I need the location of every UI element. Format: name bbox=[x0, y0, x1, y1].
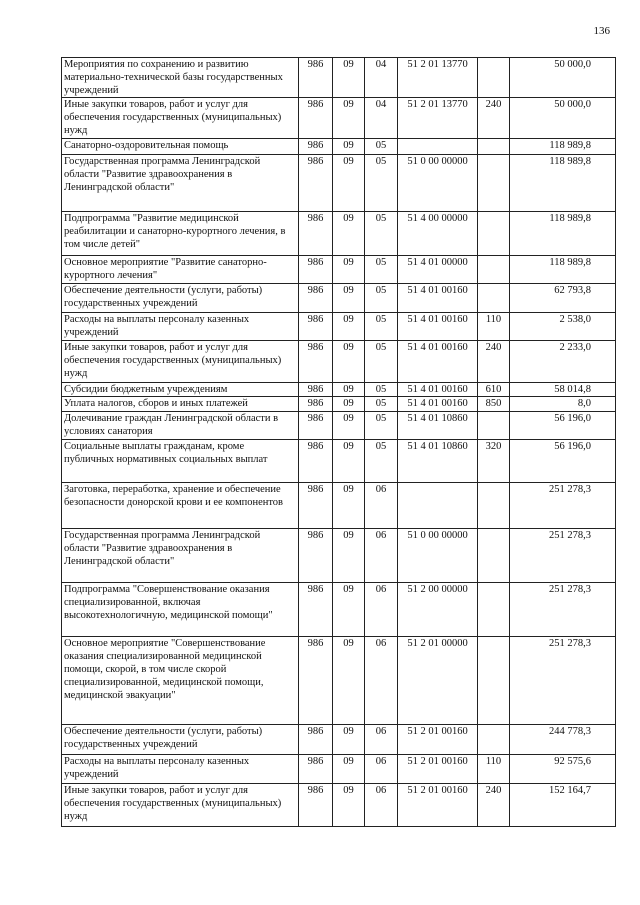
amount: 58 014,8 bbox=[510, 383, 616, 397]
expense-name: Иные закупки товаров, работ и услуг для обеспечения государственных (муниципальных) нужд bbox=[62, 98, 299, 139]
target-article-code: 51 0 00 00000 bbox=[398, 155, 478, 212]
expense-name: Подпрограмма "Совершенствование оказания специализированной, включая высокотехнологичную, медицинской помощи" bbox=[62, 583, 299, 637]
amount: 251 278,3 bbox=[510, 583, 616, 637]
grbs-code: 986 bbox=[299, 529, 333, 583]
subsection-code: 06 bbox=[365, 637, 398, 725]
expense-type-code bbox=[478, 58, 510, 98]
grbs-code: 986 bbox=[299, 383, 333, 397]
grbs-code: 986 bbox=[299, 256, 333, 284]
table-row bbox=[62, 383, 616, 397]
subsection-code: 06 bbox=[365, 755, 398, 784]
subsection-code: 05 bbox=[365, 341, 398, 383]
expense-type-code: 240 bbox=[478, 98, 510, 139]
section-code: 09 bbox=[333, 440, 365, 483]
amount: 56 196,0 bbox=[510, 412, 616, 440]
expense-name: Иные закупки товаров, работ и услуг для обеспечения государственных (муниципальных) нужд bbox=[62, 341, 299, 383]
amount: 118 989,8 bbox=[510, 256, 616, 284]
table-row bbox=[62, 58, 616, 98]
expense-type-code: 110 bbox=[478, 313, 510, 341]
grbs-code: 986 bbox=[299, 755, 333, 784]
grbs-code: 986 bbox=[299, 155, 333, 212]
expense-name: Уплата налогов, сборов и иных платежей bbox=[62, 397, 299, 412]
expense-name: Санаторно-оздоровительная помощь bbox=[62, 139, 299, 155]
amount: 251 278,3 bbox=[510, 529, 616, 583]
section-code: 09 bbox=[333, 155, 365, 212]
expense-type-code bbox=[478, 637, 510, 725]
section-code: 09 bbox=[333, 637, 365, 725]
subsection-code: 05 bbox=[365, 440, 398, 483]
budget-table bbox=[61, 57, 616, 827]
target-article-code: 51 4 01 10860 bbox=[398, 412, 478, 440]
section-code: 09 bbox=[333, 313, 365, 341]
amount: 50 000,0 bbox=[510, 98, 616, 139]
expense-name: Основное мероприятие "Совершенствование оказания специализированной медицинской помощи, скорой, в том числе скорой специализированной, медицинской помощи, медицинской эвакуации" bbox=[62, 637, 299, 725]
amount: 2 233,0 bbox=[510, 341, 616, 383]
target-article-code: 51 4 01 00160 bbox=[398, 341, 478, 383]
table-row bbox=[62, 784, 616, 827]
subsection-code: 06 bbox=[365, 784, 398, 827]
section-code: 09 bbox=[333, 139, 365, 155]
table-row bbox=[62, 483, 616, 529]
amount: 50 000,0 bbox=[510, 58, 616, 98]
expense-type-code bbox=[478, 155, 510, 212]
expense-type-code bbox=[478, 412, 510, 440]
amount: 8,0 bbox=[510, 397, 616, 412]
expense-name: Государственная программа Ленинградской области "Развитие здравоохранения в Ленинградской области" bbox=[62, 529, 299, 583]
section-code: 09 bbox=[333, 725, 365, 755]
target-article-code: 51 0 00 00000 bbox=[398, 529, 478, 583]
expense-name: Субсидии бюджетным учреждениям bbox=[62, 383, 299, 397]
expense-name: Обеспечение деятельности (услуги, работы) государственных учреждений bbox=[62, 725, 299, 755]
amount: 118 989,8 bbox=[510, 212, 616, 256]
table-row bbox=[62, 212, 616, 256]
expense-name: Иные закупки товаров, работ и услуг для обеспечения государственных (муниципальных) нужд bbox=[62, 784, 299, 827]
table-row bbox=[62, 313, 616, 341]
expense-name: Долечивание граждан Ленинградской области в условиях санатория bbox=[62, 412, 299, 440]
target-article-code: 51 2 01 00160 bbox=[398, 784, 478, 827]
expense-name: Расходы на выплаты персоналу казенных учреждений bbox=[62, 755, 299, 784]
expense-name: Государственная программа Ленинградской области "Развитие здравоохранения в Ленинградской области" bbox=[62, 155, 299, 212]
section-code: 09 bbox=[333, 755, 365, 784]
subsection-code: 06 bbox=[365, 529, 398, 583]
expense-type-code bbox=[478, 139, 510, 155]
target-article-code: 51 2 01 00160 bbox=[398, 725, 478, 755]
expense-type-code bbox=[478, 483, 510, 529]
section-code: 09 bbox=[333, 784, 365, 827]
subsection-code: 05 bbox=[365, 284, 398, 313]
amount: 2 538,0 bbox=[510, 313, 616, 341]
expense-type-code bbox=[478, 256, 510, 284]
table-row bbox=[62, 397, 616, 412]
table-row bbox=[62, 284, 616, 313]
subsection-code: 05 bbox=[365, 155, 398, 212]
subsection-code: 05 bbox=[365, 212, 398, 256]
grbs-code: 986 bbox=[299, 397, 333, 412]
subsection-code: 06 bbox=[365, 483, 398, 529]
table-row bbox=[62, 139, 616, 155]
expense-type-code bbox=[478, 529, 510, 583]
expense-type-code: 240 bbox=[478, 341, 510, 383]
subsection-code: 04 bbox=[365, 58, 398, 98]
amount: 62 793,8 bbox=[510, 284, 616, 313]
grbs-code: 986 bbox=[299, 58, 333, 98]
target-article-code: 51 4 01 00000 bbox=[398, 256, 478, 284]
expense-type-code bbox=[478, 583, 510, 637]
grbs-code: 986 bbox=[299, 313, 333, 341]
section-code: 09 bbox=[333, 529, 365, 583]
section-code: 09 bbox=[333, 397, 365, 412]
grbs-code: 986 bbox=[299, 583, 333, 637]
section-code: 09 bbox=[333, 483, 365, 529]
table-row bbox=[62, 637, 616, 725]
table-row bbox=[62, 98, 616, 139]
subsection-code: 05 bbox=[365, 256, 398, 284]
amount: 244 778,3 bbox=[510, 725, 616, 755]
expense-type-code: 320 bbox=[478, 440, 510, 483]
expense-name: Расходы на выплаты персоналу казенных учреждений bbox=[62, 313, 299, 341]
expense-name: Подпрограмма "Развитие медицинской реабилитации и санаторно-курортного лечения, в том числе детей" bbox=[62, 212, 299, 256]
expense-type-code: 610 bbox=[478, 383, 510, 397]
grbs-code: 986 bbox=[299, 784, 333, 827]
section-code: 09 bbox=[333, 284, 365, 313]
grbs-code: 986 bbox=[299, 212, 333, 256]
expense-name: Обеспечение деятельности (услуги, работы) государственных учреждений bbox=[62, 284, 299, 313]
grbs-code: 986 bbox=[299, 284, 333, 313]
grbs-code: 986 bbox=[299, 341, 333, 383]
table-row bbox=[62, 256, 616, 284]
section-code: 09 bbox=[333, 58, 365, 98]
amount: 56 196,0 bbox=[510, 440, 616, 483]
subsection-code: 06 bbox=[365, 583, 398, 637]
expense-name: Заготовка, переработка, хранение и обеспечение безопасности донорской крови и ее компонентов bbox=[62, 483, 299, 529]
subsection-code: 05 bbox=[365, 139, 398, 155]
table-row bbox=[62, 341, 616, 383]
table-row bbox=[62, 583, 616, 637]
section-code: 09 bbox=[333, 383, 365, 397]
section-code: 09 bbox=[333, 256, 365, 284]
expense-type-code bbox=[478, 212, 510, 256]
amount: 118 989,8 bbox=[510, 139, 616, 155]
expense-name: Социальные выплаты гражданам, кроме публичных нормативных социальных выплат bbox=[62, 440, 299, 483]
table-row bbox=[62, 755, 616, 784]
amount: 152 164,7 bbox=[510, 784, 616, 827]
table-row bbox=[62, 155, 616, 212]
grbs-code: 986 bbox=[299, 725, 333, 755]
table-row bbox=[62, 725, 616, 755]
page-number: 136 bbox=[593, 25, 610, 37]
subsection-code: 05 bbox=[365, 412, 398, 440]
subsection-code: 05 bbox=[365, 313, 398, 341]
section-code: 09 bbox=[333, 98, 365, 139]
target-article-code: 51 2 01 00160 bbox=[398, 755, 478, 784]
section-code: 09 bbox=[333, 412, 365, 440]
grbs-code: 986 bbox=[299, 98, 333, 139]
grbs-code: 986 bbox=[299, 637, 333, 725]
target-article-code: 51 2 01 00000 bbox=[398, 637, 478, 725]
target-article-code: 51 4 01 00160 bbox=[398, 397, 478, 412]
grbs-code: 986 bbox=[299, 139, 333, 155]
expense-type-code: 850 bbox=[478, 397, 510, 412]
table-row bbox=[62, 440, 616, 483]
subsection-code: 04 bbox=[365, 98, 398, 139]
grbs-code: 986 bbox=[299, 412, 333, 440]
expense-type-code bbox=[478, 725, 510, 755]
section-code: 09 bbox=[333, 212, 365, 256]
grbs-code: 986 bbox=[299, 440, 333, 483]
target-article-code: 51 4 00 00000 bbox=[398, 212, 478, 256]
target-article-code: 51 2 01 13770 bbox=[398, 58, 478, 98]
target-article-code bbox=[398, 483, 478, 529]
section-code: 09 bbox=[333, 583, 365, 637]
table-row bbox=[62, 529, 616, 583]
section-code: 09 bbox=[333, 341, 365, 383]
amount: 251 278,3 bbox=[510, 637, 616, 725]
target-article-code: 51 2 01 13770 bbox=[398, 98, 478, 139]
grbs-code: 986 bbox=[299, 483, 333, 529]
expense-name: Основное мероприятие "Развитие санаторно-курортного лечения" bbox=[62, 256, 299, 284]
expense-name: Мероприятия по сохранению и развитию материально-технической базы государственных учреждений bbox=[62, 58, 299, 98]
target-article-code: 51 4 01 10860 bbox=[398, 440, 478, 483]
table-row bbox=[62, 412, 616, 440]
amount: 118 989,8 bbox=[510, 155, 616, 212]
subsection-code: 05 bbox=[365, 397, 398, 412]
amount: 92 575,6 bbox=[510, 755, 616, 784]
subsection-code: 06 bbox=[365, 725, 398, 755]
subsection-code: 05 bbox=[365, 383, 398, 397]
expense-type-code: 240 bbox=[478, 784, 510, 827]
target-article-code: 51 2 00 00000 bbox=[398, 583, 478, 637]
expense-type-code bbox=[478, 284, 510, 313]
target-article-code: 51 4 01 00160 bbox=[398, 284, 478, 313]
expense-type-code: 110 bbox=[478, 755, 510, 784]
target-article-code: 51 4 01 00160 bbox=[398, 313, 478, 341]
amount: 251 278,3 bbox=[510, 483, 616, 529]
target-article-code bbox=[398, 139, 478, 155]
target-article-code: 51 4 01 00160 bbox=[398, 383, 478, 397]
